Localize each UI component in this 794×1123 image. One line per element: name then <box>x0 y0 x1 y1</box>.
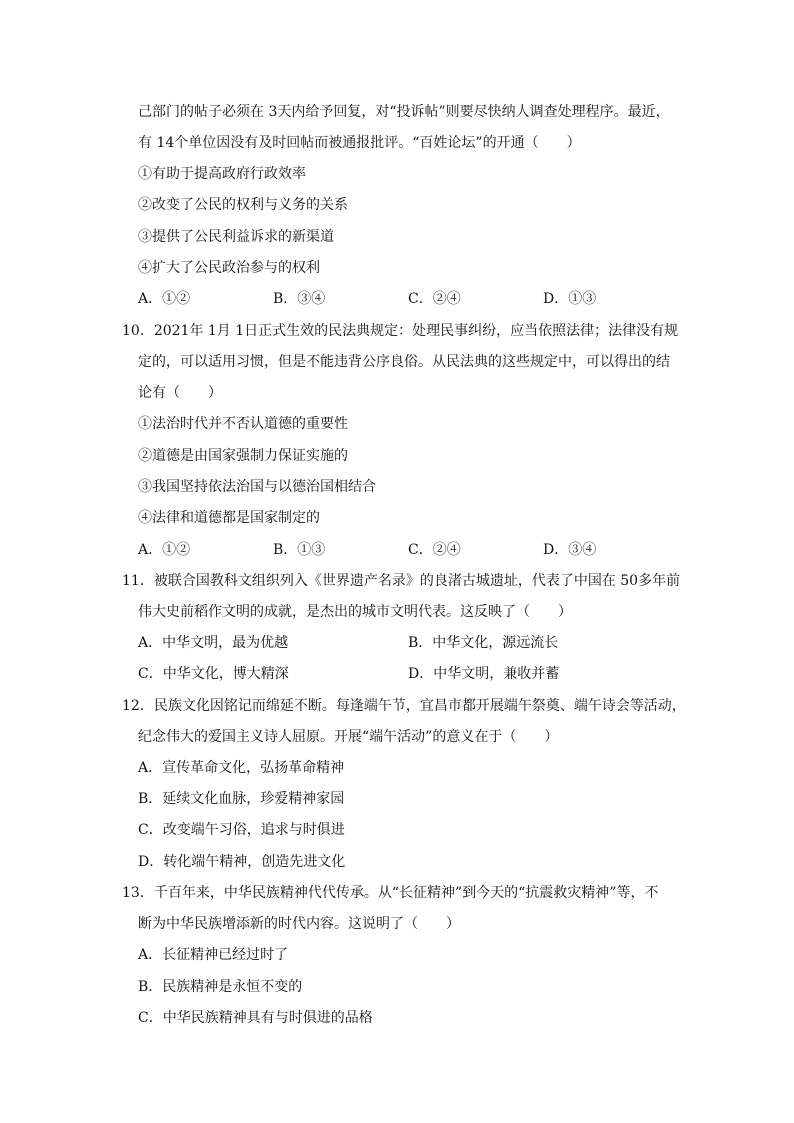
q10-item-4: ④法律和道德都是国家制定的 <box>138 510 320 526</box>
q11-option-c[interactable]: C．中华文化，博大精深 <box>138 666 289 682</box>
q11-option-d[interactable]: D．中华文明，兼收并蓄 <box>408 666 560 682</box>
q10-option-a[interactable]: A．①② <box>138 542 191 558</box>
q13-option-c[interactable]: C．中华民族精神具有与时俱进的品格 <box>138 1010 373 1026</box>
q11-options-row-2 <box>138 664 678 684</box>
q13-stem-line-2: 断为中华民族增添新的时代内容。这说明了（ ） <box>138 916 460 932</box>
q11-stem-line-1: 11．被联合国教科文组织列入《世界遗产名录》的良渚古城遗址，代表了中国在 50多年前 <box>122 573 681 589</box>
q12-option-b[interactable]: B．延续文化血脉，珍爱精神家园 <box>138 791 345 807</box>
q10-options <box>138 540 678 560</box>
q9-item-1: ①有助于提高政府行政效率 <box>138 166 306 182</box>
q9-stem-line-2: 有 14个单位因没有及时回帖而被通报批评。“百姓论坛”的开通（ ） <box>138 135 581 151</box>
q10-item-1: ①法治时代并不否认道德的重要性 <box>138 416 348 432</box>
q10-option-b[interactable]: B．①③ <box>273 542 326 558</box>
q10-stem-line-2: 定的，可以适用习惯，但是不能违背公序良俗。从民法典的这些规定中，可以得出的结 <box>138 354 670 370</box>
q10-item-3: ③我国坚持依法治国与以德治国相结合 <box>138 479 376 495</box>
q10-stem-line-3: 论有（ ） <box>138 385 222 401</box>
q10-option-c[interactable]: C．②④ <box>408 542 461 558</box>
q13-option-a[interactable]: A．长征精神已经过时了 <box>138 947 289 963</box>
q11-option-a[interactable]: A．中华文明，最为优越 <box>138 635 289 651</box>
q10-option-d[interactable]: D．③④ <box>543 542 597 558</box>
q12-stem-line-1: 12．民族文化因铭记而绵延不断。每逢端午节，宜昌市都开展端午祭奠、端午诗会等活动， <box>122 698 686 714</box>
q9-item-3: ③提供了公民利益诉求的新渠道 <box>138 229 334 245</box>
q12-stem-line-2: 纪念伟大的爱国主义诗人屈原。开展“端午活动”的意义在于（ ） <box>138 729 559 745</box>
q13-option-b[interactable]: B．民族精神是永恒不变的 <box>138 979 303 995</box>
q11-stem-line-2: 伟大史前稻作文明的成就，是杰出的城市文明代表。这反映了（ ） <box>138 604 572 620</box>
q9-stem-line-1: 己部门的帖子必须在 3天内给予回复，对“投诉帖”则要尽快纳人调查处理程序。最近， <box>138 104 670 120</box>
q12-option-c[interactable]: C．改变端午习俗，追求与时俱进 <box>138 822 345 838</box>
q9-options <box>138 289 678 309</box>
q13-stem-line-1: 13．千百年来，中华民族精神代代传承。从“长征精神”到今天的“抗震救灾精神”等，不 <box>122 885 659 901</box>
q9-option-c[interactable]: C．②④ <box>408 291 461 307</box>
q9-item-4: ④扩大了公民政治参与的权利 <box>138 260 320 276</box>
q10-stem-line-1: 10．2021年 1月 1日正式生效的民法典规定：处理民事纠纷，应当依照法律；法律没有规 <box>122 323 679 339</box>
q9-option-b[interactable]: B．③④ <box>273 291 326 307</box>
q10-item-2: ②道德是由国家强制力保证实施的 <box>138 448 348 464</box>
q9-item-2: ②改变了公民的权利与义务的关系 <box>138 197 348 213</box>
q12-option-d[interactable]: D．转化端午精神，创造先进文化 <box>138 854 346 870</box>
q11-options-row-1 <box>138 633 678 653</box>
q9-option-a[interactable]: A．①② <box>138 291 191 307</box>
q11-option-b[interactable]: B．中华文化，源远流长 <box>408 635 559 651</box>
q9-option-d[interactable]: D．①③ <box>543 291 597 307</box>
q12-option-a[interactable]: A．宣传革命文化，弘扬革命精神 <box>138 760 345 776</box>
